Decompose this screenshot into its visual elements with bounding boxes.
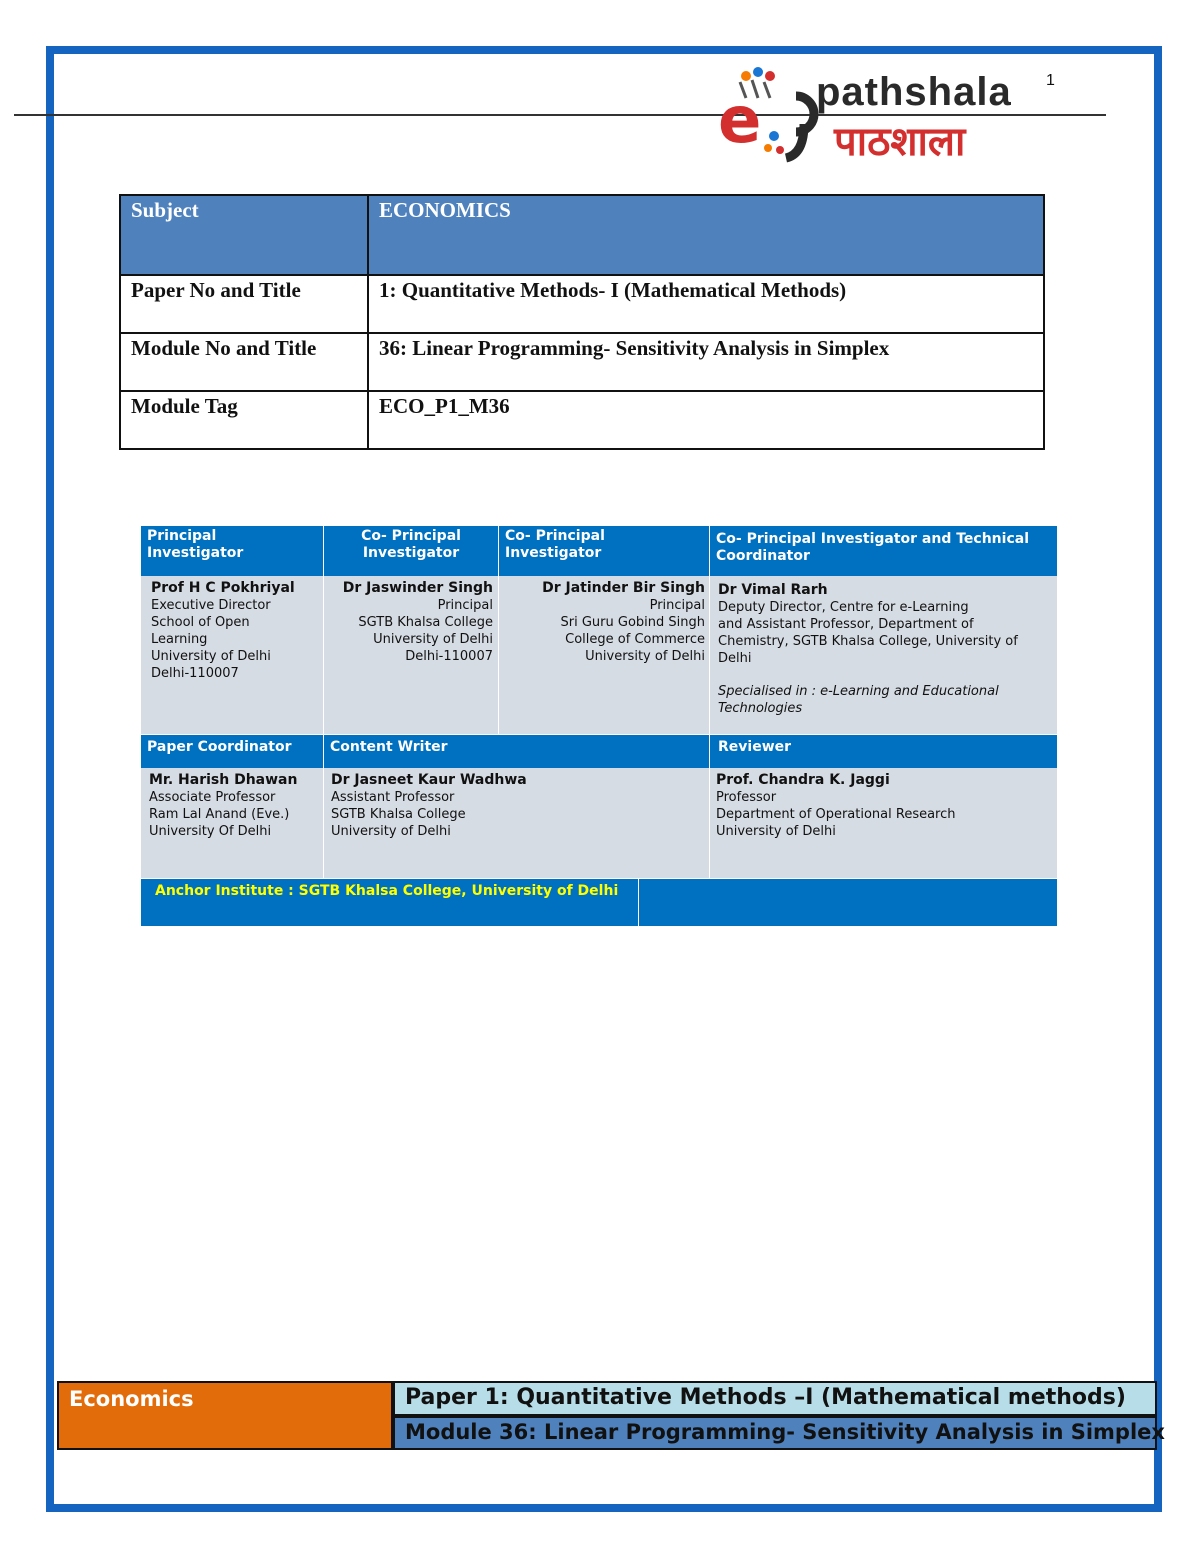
paper-value: 1: Quantitative Methods- I (Mathematical Methods) — [368, 275, 1044, 333]
pi-line: Learning — [151, 632, 208, 647]
content-writer-line: University of Delhi — [331, 824, 451, 839]
subject-value: ECONOMICS — [368, 195, 1044, 275]
spacer — [718, 667, 1047, 683]
footer-module-title: Module 36: Linear Programming- Sensitivity Analysis in Simplex — [393, 1416, 1157, 1450]
copi2-heading: Co- Principal Investigator — [499, 526, 709, 576]
reviewer-line: Professor — [716, 790, 777, 805]
copi3-details — [710, 576, 1057, 734]
copi1-heading-line: Co- Principal — [361, 528, 461, 544]
pi-line: University of Delhi — [151, 649, 271, 664]
copi1-name: Dr Jaswinder Singh — [342, 580, 493, 596]
paper-coordinator-heading: Paper Coordinator — [141, 735, 323, 768]
anchor-institute: Anchor Institute : SGTB Khalsa College, University of Delhi — [141, 879, 638, 926]
copi1-line: Principal — [437, 598, 493, 613]
epathshala-logo — [716, 64, 1066, 168]
pi-line: School of Open — [151, 615, 250, 630]
copi2-line: University of Delhi — [585, 649, 705, 664]
subject-label: Subject — [120, 195, 368, 275]
copi3-heading-line: Co- Principal Investigator and Technical — [716, 531, 1029, 547]
page-number: 1 — [1046, 72, 1055, 89]
copi3-specialisation: Specialised in : e-Learning and Educational — [718, 684, 999, 699]
content-writer-heading: Content Writer — [324, 735, 709, 768]
reviewer-line: University of Delhi — [716, 824, 836, 839]
pi-line: Delhi-110007 — [151, 666, 239, 681]
copi3-heading-line: Coordinator — [716, 548, 810, 564]
paper-coordinator-line: Associate Professor — [149, 790, 276, 805]
table-row — [120, 195, 1044, 275]
content-writer-details — [324, 768, 709, 878]
copi3-line: Deputy Director, Centre for e-Learning — [718, 600, 969, 615]
paper-label: Paper No and Title — [120, 275, 368, 333]
credits-table — [141, 526, 1057, 926]
footer-subject: Economics — [57, 1381, 393, 1450]
logo-wordmark: pathshala — [816, 70, 1012, 114]
copi1-line: Delhi-110007 — [405, 649, 493, 664]
module-info-table — [119, 194, 1045, 450]
copi3-name: Dr Vimal Rarh — [718, 582, 828, 598]
anchor-blank-cell — [639, 879, 1057, 926]
copi1-line: SGTB Khalsa College — [358, 615, 493, 630]
pi-heading: Principal Investigator — [141, 526, 323, 576]
content-writer-line: SGTB Khalsa College — [331, 807, 466, 822]
module-value: 36: Linear Programming- Sensitivity Analysis in Simplex — [368, 333, 1044, 391]
module-tag-value: ECO_P1_M36 — [368, 391, 1044, 449]
copi3-line: Chemistry, SGTB Khalsa College, University of — [718, 634, 1018, 649]
copi2-line: Principal — [649, 598, 705, 613]
reviewer-name: Prof. Chandra K. Jaggi — [716, 772, 890, 788]
paper-coordinator-details — [141, 768, 323, 878]
copi2-line: College of Commerce — [565, 632, 705, 647]
copi1-details — [324, 576, 498, 734]
copi1-heading — [324, 526, 498, 576]
table-row — [120, 333, 1044, 391]
logo-emblem-icon — [716, 64, 826, 168]
table-row — [120, 275, 1044, 333]
pi-line: Executive Director — [151, 598, 271, 613]
copi2-name: Dr Jatinder Bir Singh — [542, 580, 705, 596]
copi2-line: Sri Guru Gobind Singh — [560, 615, 705, 630]
reviewer-details — [710, 768, 1057, 878]
pi-details — [141, 576, 323, 734]
reviewer-line: Department of Operational Research — [716, 807, 956, 822]
paper-coordinator-name: Mr. Harish Dhawan — [149, 772, 298, 788]
copi3-line: and Assistant Professor, Department of — [718, 617, 974, 632]
module-label: Module No and Title — [120, 333, 368, 391]
content-writer-name: Dr Jasneet Kaur Wadhwa — [331, 772, 527, 788]
module-tag-label: Module Tag — [120, 391, 368, 449]
copi3-line: Delhi — [718, 651, 752, 666]
content-writer-line: Assistant Professor — [331, 790, 455, 805]
table-row — [120, 391, 1044, 449]
paper-coordinator-line: University Of Delhi — [149, 824, 272, 839]
svg-text:e: e — [718, 84, 762, 158]
pi-name: Prof H C Pokhriyal — [151, 580, 295, 596]
footer-paper-title: Paper 1: Quantitative Methods –I (Mathematical methods) — [393, 1381, 1157, 1416]
copi2-details — [499, 576, 709, 734]
logo-hindi-wordmark: पाठशाला — [834, 119, 966, 165]
copi1-line: University of Delhi — [373, 632, 493, 647]
copi3-heading — [710, 526, 1057, 576]
reviewer-heading: Reviewer — [710, 735, 1057, 768]
paper-coordinator-line: Ram Lal Anand (Eve.) — [149, 807, 290, 822]
copi1-heading-line: Investigator — [362, 545, 460, 561]
copi3-specialisation: Technologies — [718, 701, 803, 716]
